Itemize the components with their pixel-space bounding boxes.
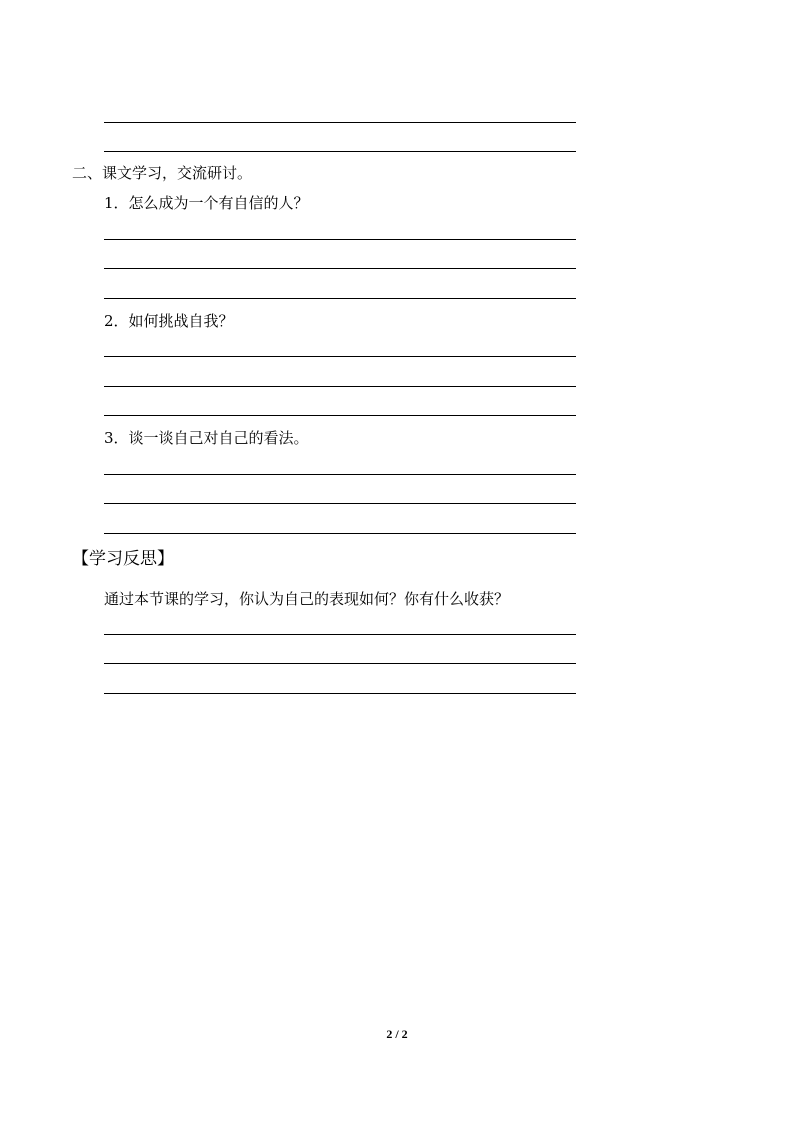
- answer-line: [104, 386, 576, 387]
- answer-line: [104, 503, 576, 504]
- reflection-prompt: 通过本节课的学习，你认为自己的表现如何？你有什么收获？: [104, 590, 510, 608]
- answer-line: [104, 239, 576, 240]
- answer-line: [104, 356, 576, 357]
- answer-line: [104, 634, 576, 635]
- reflection-title: 【学习反思】: [72, 549, 174, 569]
- answer-line: [104, 122, 576, 123]
- answer-line: [104, 693, 576, 694]
- question-1: 1．怎么成为一个有自信的人？: [104, 194, 309, 212]
- question-3: 3．谈一谈自己对自己的看法。: [104, 429, 309, 447]
- answer-line: [104, 298, 576, 299]
- page-number: 2 / 2: [386, 1027, 408, 1041]
- answer-line: [104, 415, 576, 416]
- answer-line: [104, 474, 576, 475]
- answer-line: [104, 533, 576, 534]
- answer-line: [104, 268, 576, 269]
- section-title: 二、课文学习，交流研讨。: [72, 164, 253, 182]
- answer-line: [104, 663, 576, 664]
- question-2: 2．如何挑战自我？: [104, 312, 234, 330]
- answer-line: [104, 151, 576, 152]
